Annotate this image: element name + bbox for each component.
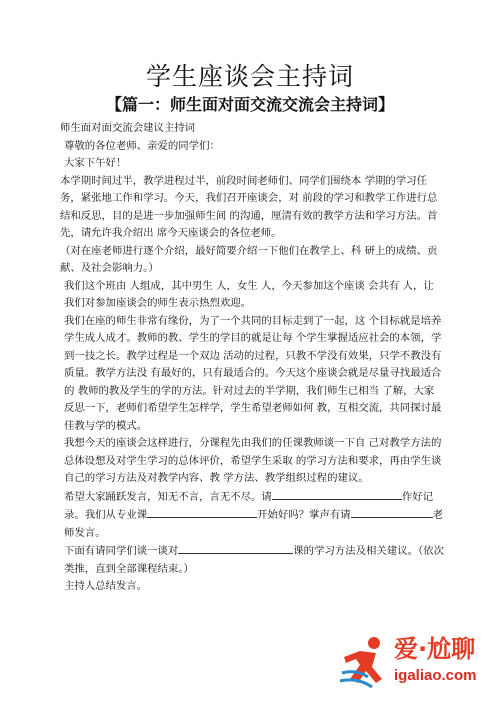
paragraph-6-part-a: 希望大家踊跃发言，知无不言，言无不尽。请: [64, 490, 272, 503]
paragraph-5: 我想今天的座谈会这样进行，分课程先由我们的任课教师谈一下自 己对教学方法的总体设想及对学生学习的总体评价，希望学生采取 的学习方法和要求，再由学生谈自己的学习方法及对教学内容、教 学方法、教学组织过程的建议。: [64, 437, 442, 484]
blank-line: [272, 488, 402, 500]
paragraph-2: （对在座老师进行逐个介绍，最好简要介绍一下他们在教学上、科 研上的成绩、贡献、及社会影响力。）: [60, 244, 438, 274]
greeting: 大家下午好！: [64, 157, 127, 169]
paragraph-6: [56, 488, 444, 543]
paragraph-7: [56, 542, 444, 578]
site-watermark: [338, 629, 488, 695]
watermark-url: igaliao.com: [394, 667, 477, 684]
paragraph-1: 本学期时间过半，教学进程过半，前段时间老师们、同学们围绕本 学期的学习任务，紧张地工作和学习。今天，我们召开座谈会，对 前段的学习和教学工作进行总结和反思，目的是进一步加强师生间 的沟通，厘清有效的教学方法和学习方法。首先，请允许我介绍出 席今天座谈会的各位老师。: [60, 174, 438, 239]
watermark-brand: 爱·尬聊: [394, 635, 476, 663]
paragraph-8: 主持人总结发言。: [64, 580, 148, 592]
document-title: 学生座谈会主持词: [145, 62, 354, 91]
paragraph-6-part-b: 作好记录。我们从专业课: [64, 490, 433, 521]
blank-line: [147, 506, 257, 518]
blank-line: [351, 506, 433, 518]
paragraph-7-part-b: 课的学习方法及相关建议。（依次类推，直到全部课程结束。）: [64, 545, 444, 575]
blank-line: [178, 542, 293, 554]
paragraph-7-part-a: 下面有请同学们谈一谈对: [64, 545, 179, 557]
running-figure-logo-icon: [338, 633, 392, 689]
paragraph-4: 我们在座的师生非常有缘份，为了一个共同的目标走到了一起，这 个目标就是培养学生成人成才。教师的教、学生的学目的就是让每 个学生掌握适应社会的本领，学到一技之长。教学过程是一个双边 活动的过程，只教不学没有效果，只学不教没有质量。教学方法没 有最好的，只有最适合的。今天这个座谈会就是尽量寻找最适合的 教师的教及学生的学的方法。针对过去的半学期，我们师生已相当 了解，大家反思一下，老师们希望学生怎样学，学生希望老师如何 教，互相交流，共同探讨最佳教与学的模式。: [64, 314, 442, 432]
document-body: [56, 120, 444, 596]
salutation: 尊敬的各位老师、亲爱的同学们：: [64, 139, 220, 152]
paragraph-6-part-c: 开始好吗？掌声有请: [257, 509, 351, 521]
section-heading: 师生面对面交流会建议主持词: [60, 122, 196, 134]
document-subtitle: 【篇一：师生面对面交流交流会主持词】: [105, 95, 394, 114]
paragraph-3: 我们这个班由 人组成，其中男生 人，女生 人，今天参加这个座谈 会共有 人，让我们对参加座谈会的师生表示热烈欢迎。: [64, 279, 434, 309]
paragraph-6-part-d: 老师发言。: [64, 509, 444, 539]
